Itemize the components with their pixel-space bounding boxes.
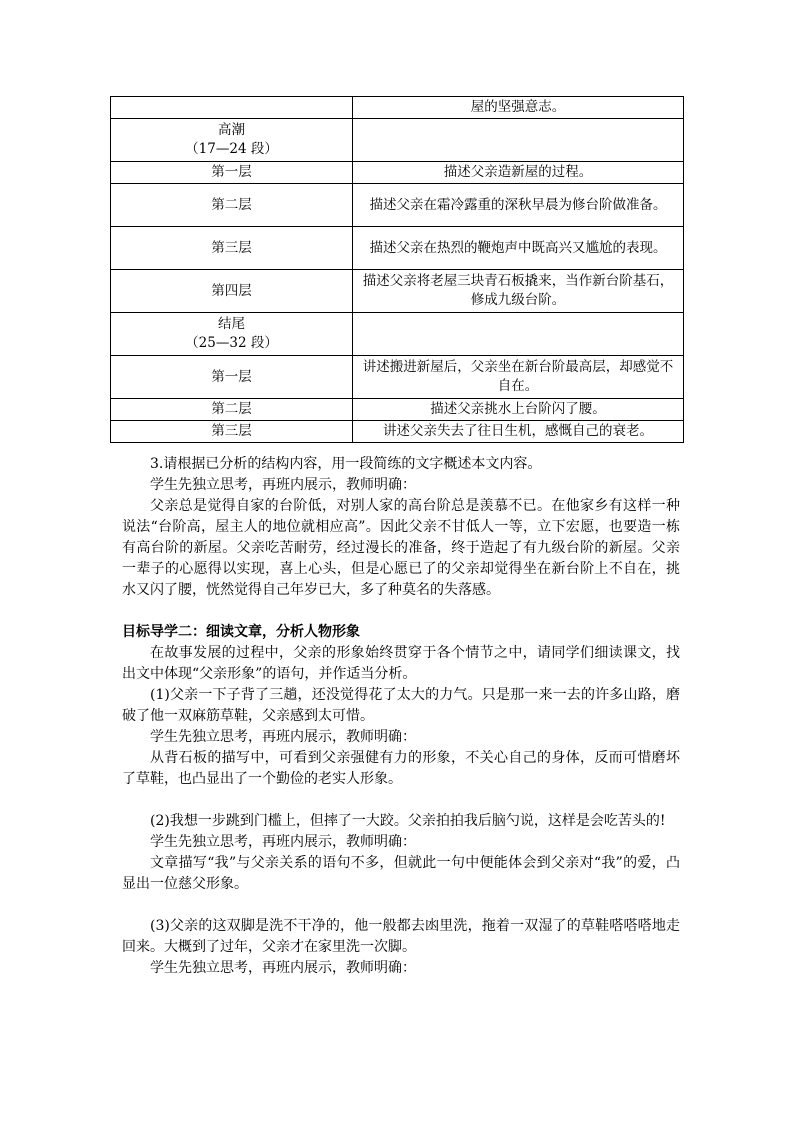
quote-item-3: (3)父亲的这双脚是洗不干净的，他一般都去凼里洗，拖着一双湿了的草鞋嗒嗒嗒地走回来。大概到了过年，父亲才在家里洗一次脚。 xyxy=(122,918,680,955)
section-cell: 结尾 （25—32 段） xyxy=(111,313,353,356)
content-cell: 描述父亲在霜冷露重的深秋早晨为修台阶做准备。 xyxy=(353,184,684,227)
teacher-prompt: 学生先独立思考，再班内展示，教师明确： xyxy=(150,729,416,745)
answer-paragraph: 文章描写“我”与父亲关系的语句不多，但就此一句中便能体会到父亲对“我”的爱，凸显出一位慈父形象。 xyxy=(122,855,680,892)
structure-table xyxy=(110,96,684,443)
table-row xyxy=(111,227,684,270)
content-cell: 屋的坚强意志。 xyxy=(353,97,684,119)
section-cell xyxy=(111,97,353,119)
quote-item-1: (1)父亲一下子背了三趟，还没觉得花了太大的力气。只是那一来一去的许多山路，磨破了他一双麻筋草鞋，父亲感到太可惜。 xyxy=(122,687,680,724)
answer-paragraph: 父亲总是觉得自家的台阶低，对别人家的高台阶总是羡慕不已。在他家乡有这样一种说法“台阶高，屋主人的地位就相应高”。因此父亲不甘低人一等，立下宏愿，也要造一栋有高台阶的新屋。父亲吃苦耐劳，经过漫长的准备，终于造起了有九级台阶的新屋。父亲一辈子的心愿得以实现，喜上心头，但是心愿已了的父亲却觉得坐在新台阶上不自在，挑水又闪了腰，恍然觉得自己年岁已大，多了种莫名的失落感。 xyxy=(122,498,680,598)
content-cell xyxy=(353,313,684,356)
teacher-prompt: 学生先独立思考，再班内展示，教师明确： xyxy=(150,477,416,493)
content-cell: 讲述父亲失去了往日生机，感慨自己的衰老。 xyxy=(353,421,684,443)
content-cell: 描述父亲挑水上台阶闪了腰。 xyxy=(353,399,684,421)
section-cell: 高潮 （17—24 段） xyxy=(111,119,353,162)
quote-item-2: (2)我想一步跳到门槛上，但摔了一大跤。父亲拍拍我后脑勺说，这样是会吃苦头的! xyxy=(150,813,666,829)
question-3: 3.请根据已分析的结构内容，用一段简练的文字概述本文内容。 xyxy=(150,456,542,472)
content-cell: 讲述搬进新屋后，父亲坐在新台阶最高层，却感觉不自在。 xyxy=(353,356,684,399)
teacher-prompt: 学生先独立思考，再班内展示，教师明确： xyxy=(150,834,416,850)
document-body xyxy=(122,454,680,979)
table-row xyxy=(111,421,684,443)
section-cell: 第一层 xyxy=(111,356,353,399)
table-row xyxy=(111,356,684,399)
section-heading: 目标导学二：细读文章，分析人物形象 xyxy=(122,624,360,640)
section-cell: 第一层 xyxy=(111,162,353,184)
content-cell: 描述父亲将老屋三块青石板撬来，当作新台阶基石，修成九级台阶。 xyxy=(353,270,684,313)
section-cell: 第四层 xyxy=(111,270,353,313)
content-cell xyxy=(353,119,684,162)
table-row xyxy=(111,270,684,313)
section-cell: 第二层 xyxy=(111,184,353,227)
table-row xyxy=(111,399,684,421)
section-cell: 第三层 xyxy=(111,227,353,270)
content-cell: 描述父亲在热烈的鞭炮声中既高兴又尴尬的表现。 xyxy=(353,227,684,270)
teacher-prompt: 学生先独立思考，再班内展示，教师明确： xyxy=(150,960,416,976)
section-cell: 第二层 xyxy=(111,399,353,421)
section-cell: 第三层 xyxy=(111,421,353,443)
content-cell: 描述父亲造新屋的过程。 xyxy=(353,162,684,184)
table-row xyxy=(111,184,684,227)
intro-paragraph: 在故事发展的过程中，父亲的形象始终贯穿于各个情节之中，请同学们细读课文，找出文中体现“父亲形象”的语句，并作适当分析。 xyxy=(122,645,680,682)
table-row xyxy=(111,119,684,162)
table-row xyxy=(111,313,684,356)
answer-paragraph: 从背石板的描写中，可看到父亲强健有力的形象，不关心自己的身体，反而可惜磨坏了草鞋，也凸显出了一个勤俭的老实人形象。 xyxy=(122,750,680,787)
table-row xyxy=(111,97,684,119)
table-row xyxy=(111,162,684,184)
